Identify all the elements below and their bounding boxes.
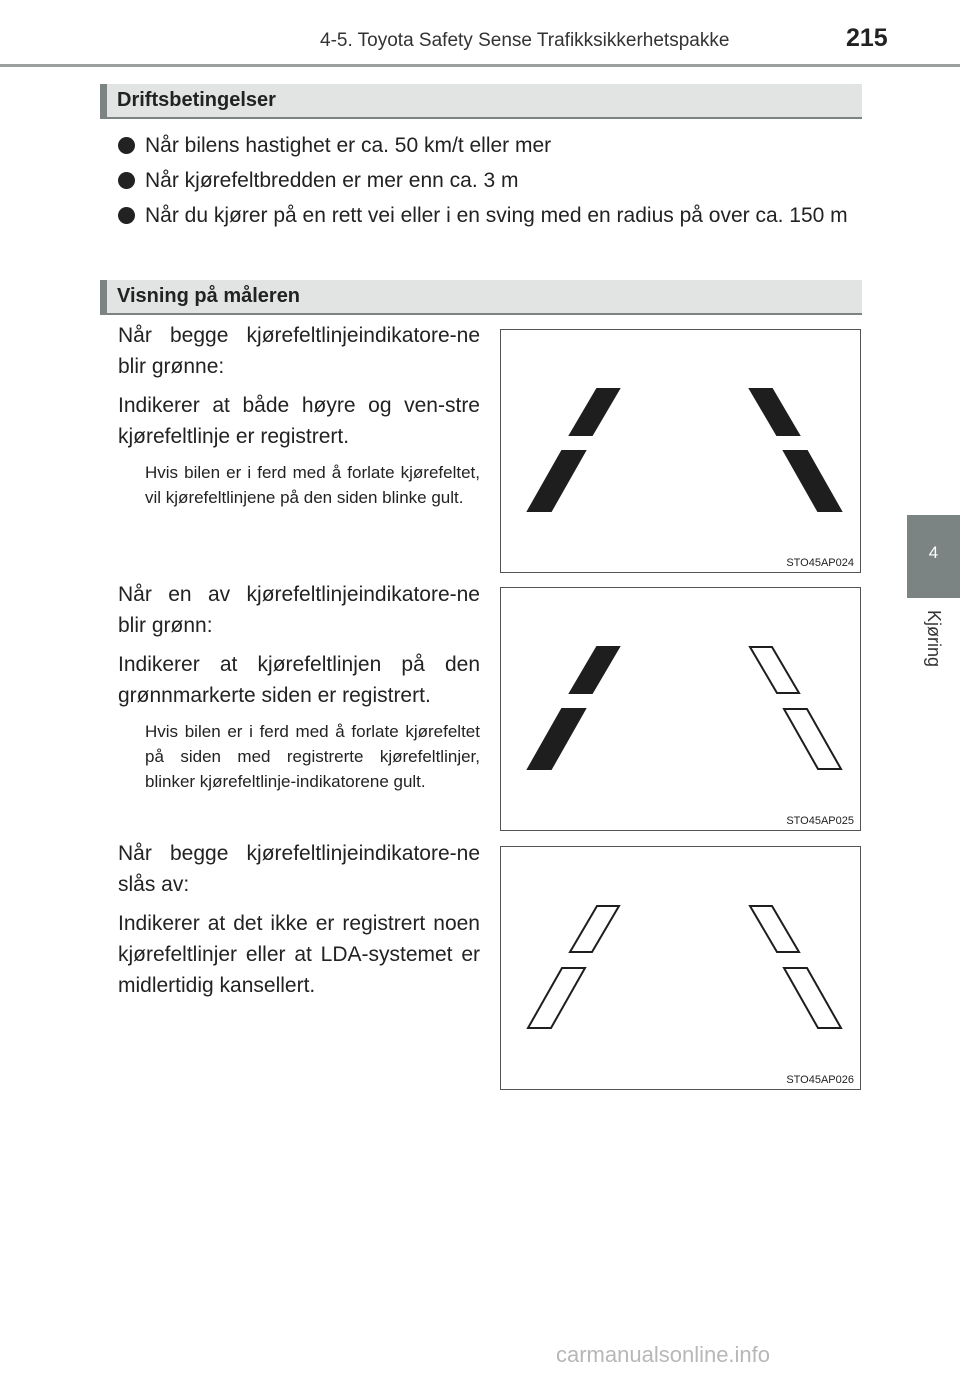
left-lane-lower-mark	[528, 709, 585, 769]
footer-watermark: carmanualsonline.info	[556, 1342, 771, 1367]
lane-indicator-figure-both-off	[500, 846, 861, 1090]
right-lane-upper-outline	[750, 906, 799, 952]
left-lane-upper-mark	[570, 647, 619, 693]
lane-lines-graphic	[501, 847, 862, 1091]
item-note: Hvis bilen er i ferd med å forlate kjørefeltet på siden med registrerte kjørefeltlinjer, blinker kjørefeltlinje-indikatorene gult.	[145, 722, 480, 791]
item-note: Hvis bilen er i ferd med å forlate kjørefeltet, vil kjørefeltlinjene på den siden blinke gult.	[145, 463, 480, 507]
item-description: Indikerer at både høyre og ven-stre kjørefeltlinje er registrert.	[118, 394, 480, 448]
left-lane-upper-mark	[570, 389, 619, 435]
left-lane-lower-outline	[528, 968, 585, 1028]
chapter-tab	[907, 515, 960, 598]
item-description: Indikerer at det ikke er registrert noen kjørefeltlinjer eller at LDA-systemet er midlertidig kansellert.	[118, 912, 480, 997]
item-heading: Når begge kjørefeltlinjeindikatore-ne blir grønne:	[118, 324, 480, 378]
page-number: 215	[846, 24, 888, 52]
list-item	[118, 200, 858, 231]
figure-code: STO45AP024	[786, 557, 854, 569]
lane-indicator-figure-both-green	[500, 329, 861, 573]
bullet-icon	[118, 207, 135, 224]
right-lane-lower-mark	[784, 451, 841, 511]
operating-conditions-list	[118, 130, 858, 235]
figure-code: STO45AP025	[786, 815, 854, 827]
display-item-both-green	[118, 320, 480, 510]
chapter-label: Kjøring	[924, 610, 944, 668]
header-section-title: 4-5. Toyota Safety Sense Trafikksikkerhetspakke	[320, 30, 730, 51]
item-description: Indikerer at kjørefeltlinjen på den grønnmarkerte siden er registrert.	[118, 653, 480, 707]
bullet-icon	[118, 137, 135, 154]
right-lane-lower-outline	[784, 968, 841, 1028]
left-lane-lower-mark	[528, 451, 585, 511]
header-divider	[0, 64, 960, 67]
section-title-display: Visning på måleren	[117, 285, 301, 307]
bullet-icon	[118, 172, 135, 189]
right-lane-upper-outline	[750, 647, 799, 693]
figure-code: STO45AP026	[786, 1074, 854, 1086]
display-item-one-green	[118, 579, 480, 794]
right-lane-lower-outline	[784, 709, 841, 769]
section-heading-operating	[100, 84, 862, 119]
left-lane-upper-outline	[570, 906, 619, 952]
bullet-text: Når du kjører på en rett vei eller i en sving med en radius på over ca. 150 m	[145, 204, 848, 227]
right-lane-upper-mark	[750, 389, 799, 435]
section-title-operating: Driftsbetingelser	[117, 89, 276, 111]
item-heading: Når en av kjørefeltlinjeindikatore-ne blir grønn:	[118, 583, 480, 637]
bullet-text: Når kjørefeltbredden er mer enn ca. 3 m	[145, 169, 519, 192]
bullet-text: Når bilens hastighet er ca. 50 km/t eller mer	[145, 134, 552, 157]
list-item	[118, 165, 858, 196]
section-heading-display	[100, 280, 862, 315]
chapter-number: 4	[928, 543, 939, 562]
item-heading: Når begge kjørefeltlinjeindikatore-ne slås av:	[118, 842, 480, 896]
list-item	[118, 130, 858, 161]
lane-lines-graphic	[501, 588, 862, 832]
display-item-both-off	[118, 838, 480, 1009]
lane-indicator-figure-one-green	[500, 587, 861, 831]
lane-lines-graphic	[501, 330, 862, 574]
